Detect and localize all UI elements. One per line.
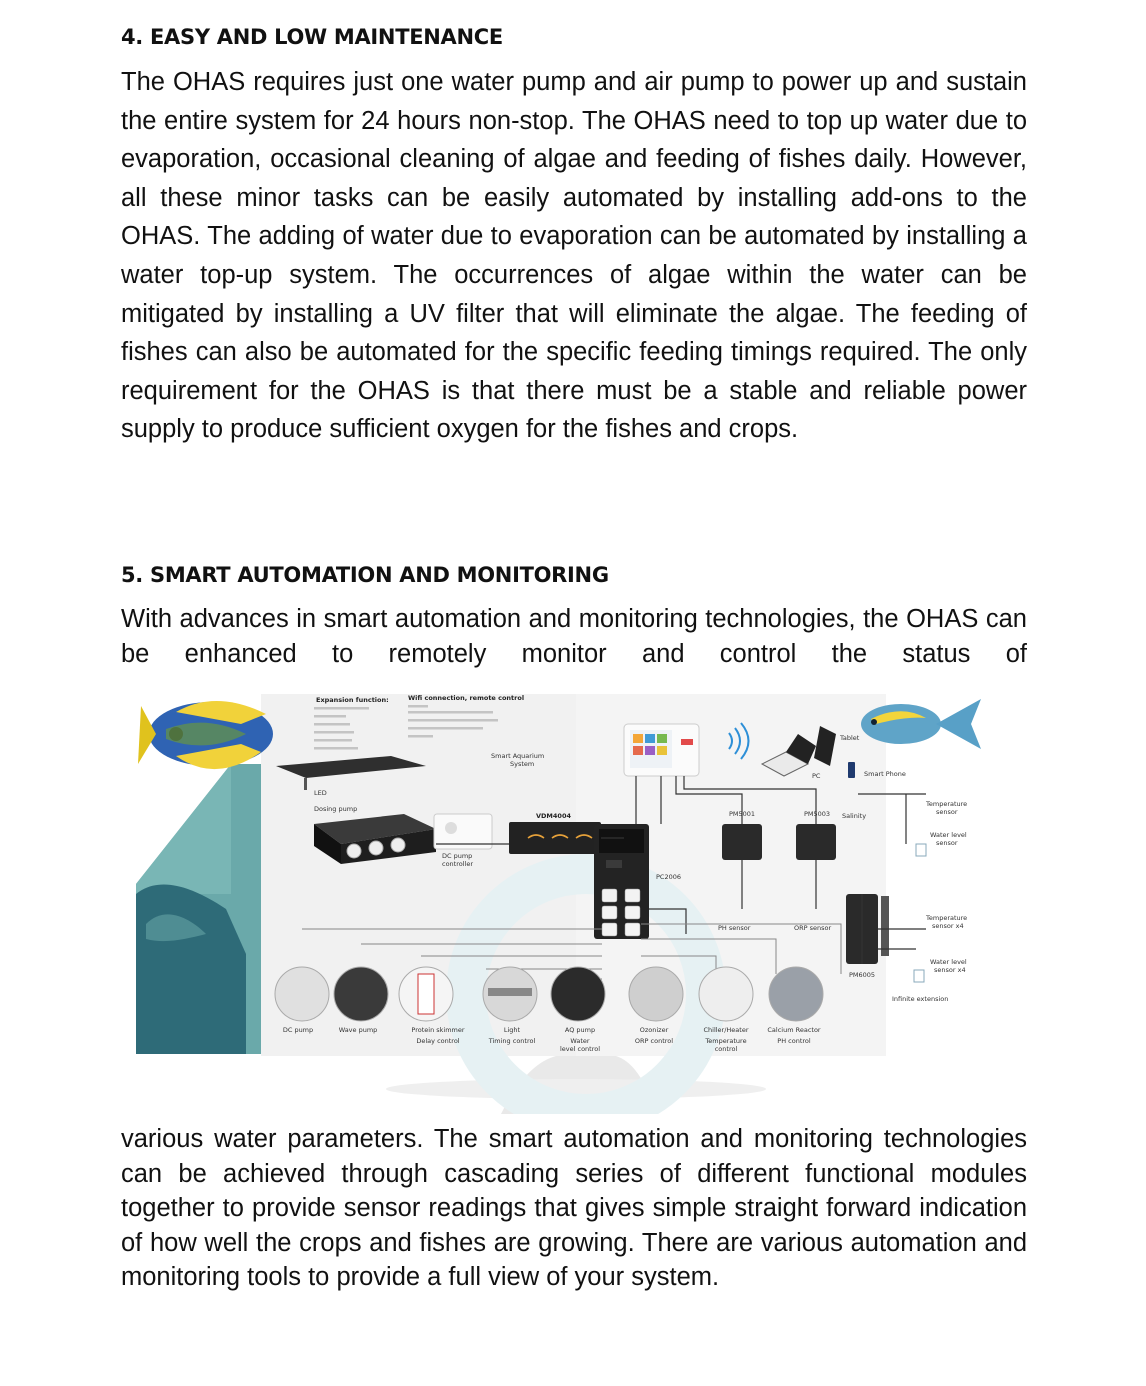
chiller-heater-icon <box>699 967 753 1021</box>
temp-sensor-x4-label-1: Temperature <box>926 914 968 922</box>
device-sub-2-0: Delay control <box>416 1037 460 1045</box>
section-5-heading: 5. SMART AUTOMATION AND MONITORING <box>121 563 609 587</box>
pm5001-device <box>722 824 762 860</box>
water-level-sensor-label-2: sensor <box>936 839 958 847</box>
section-4-heading: 4. EASY AND LOW MAINTENANCE <box>121 25 503 49</box>
wifi-connection-title: Wifi connection, remote control <box>408 694 525 702</box>
device-name-5: Ozonizer <box>639 1026 669 1034</box>
device-sub-3-0: Timing control <box>488 1037 536 1045</box>
pc-label: PC <box>812 772 821 780</box>
pm6005-label: PM6005 <box>849 971 876 979</box>
water-level-x4-label-2: sensor x4 <box>934 966 966 974</box>
section-4-body: The OHAS requires just one water pump and air pump to power up and sustain the entire system for 24 hours non-stop. The OHAS need to top up water due to evaporation, occasional cleaning of algae and feeding of fishes daily. However, all these minor tasks can be easily automated by installing add-ons to the OHAS. The adding of water due to evaporation can be automated by installing a water top-up system. The occurrences of algae within the water can be mitigated by installing a UV filter that will eliminate the algae. The feeding of fishes can also be automated for the specific feeding timings required. The only requirement for the OHAS is that there must be a stable and reliable power supply to produce sufficient oxygen for the fishes and crops. <box>121 68 1027 444</box>
device-name-2: Protein skimmer <box>411 1026 465 1034</box>
tablet-label: Tablet <box>840 734 860 742</box>
section-5-body-before-figure: With advances in smart automation and monitoring technologies, the OHAS can be enhanced to remotely monitor and control the status of <box>121 605 1027 668</box>
ozonizer-icon <box>629 967 683 1021</box>
smart-system-label-2: System <box>510 760 535 768</box>
vdm4004-device <box>509 822 601 854</box>
smart-phone-icon <box>848 762 855 778</box>
dc-pump-icon <box>275 967 329 1021</box>
aq-pump-icon <box>551 967 605 1021</box>
led-label: LED <box>314 789 327 797</box>
wave-pump-icon <box>334 967 388 1021</box>
calcium-reactor-icon <box>769 967 823 1021</box>
temp-sensor-label-1: Temperature <box>926 800 968 808</box>
device-sub-7-0: PH control <box>777 1037 811 1045</box>
salinity-label: Salinity <box>842 812 867 820</box>
device-sub-6-1: control <box>714 1045 738 1053</box>
orp-sensor-label: ORP sensor <box>794 924 832 932</box>
temp-sensor-x4-label-2: sensor x4 <box>932 922 964 930</box>
water-level-sensor-icon <box>916 844 926 856</box>
water-level-sensor-label-1: Water level <box>930 831 967 839</box>
device-name-4: AQ pump <box>564 1026 596 1034</box>
pm5001-label: PM5001 <box>729 810 756 818</box>
ph-sensor-label: PH sensor <box>718 924 751 932</box>
dosing-pump-label: Dosing pump <box>314 805 358 813</box>
dc-pump-controller-label-2: controller <box>442 860 474 868</box>
infinite-extension-label: Infinite extension <box>892 995 949 1003</box>
dc-pump-controller-label-1: DC pump <box>442 852 473 860</box>
device-sub-5-0: ORP control <box>634 1037 674 1045</box>
smart-system-label-1: Smart Aquarium <box>491 752 545 760</box>
device-name-0: DC pump <box>282 1026 314 1034</box>
smart-aquarium-system-figure <box>136 694 1036 1114</box>
device-sub-6-0: Temperature <box>705 1037 747 1045</box>
pm5003-label: PM5003 <box>804 810 831 818</box>
device-sub-4-0: Water <box>570 1037 590 1045</box>
device-name-7: Calcium Reactor <box>767 1026 821 1034</box>
temp-sensor-label-2: sensor <box>936 808 958 816</box>
smart-phone-label: Smart Phone <box>864 770 906 778</box>
device-name-1: Wave pump <box>338 1026 378 1034</box>
section-5-body-after-figure: various water parameters. The smart automation and monitoring technologies can be achieved through cascading series of different functional modules together to provide sensor readings that gives simple straight forward indication of how well the crops and fishes are growing. There are various automation and monitoring tools to provide a full view of your system. <box>121 1125 1027 1292</box>
expansion-function-title: Expansion function: <box>316 696 389 704</box>
device-name-3: Light <box>503 1026 521 1034</box>
vdm4004-label: VDM4004 <box>536 812 571 820</box>
device-name-6: Chiller/Heater <box>703 1026 749 1034</box>
pc2006-label: PC2006 <box>656 873 682 881</box>
device-sub-4-1: level control <box>559 1045 601 1053</box>
pm5003-device <box>796 824 836 860</box>
water-level-x4-label-1: Water level <box>930 958 967 966</box>
